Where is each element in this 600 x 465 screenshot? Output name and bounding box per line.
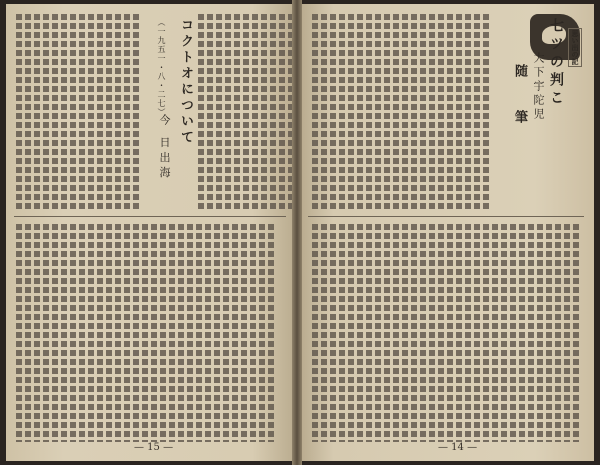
left-top-text-block-left xyxy=(16,14,139,210)
right-top-text-block xyxy=(312,14,489,210)
left-bottom-text-block xyxy=(16,224,274,442)
article-date: （一九五一・八・二七） xyxy=(157,18,166,117)
column-divider-top xyxy=(308,216,584,217)
column-divider-top xyxy=(14,216,286,217)
section-heading: 随 筆 xyxy=(512,64,527,133)
left-top-text-block-right xyxy=(198,14,294,210)
essay-author: 大下宇陀児 xyxy=(532,52,545,122)
article-title: コクトオについて xyxy=(178,18,193,146)
article-author: 今 日出海 xyxy=(158,114,171,182)
essay-title: 七ツの判こ xyxy=(548,18,564,108)
right-page xyxy=(298,4,594,461)
page-number-left: — 15 — xyxy=(134,442,174,453)
book-gutter xyxy=(292,0,302,465)
series-label: 思い出の記 xyxy=(568,28,582,67)
right-bottom-text-block xyxy=(312,224,579,442)
page-number-right: — 14 — xyxy=(438,442,478,453)
left-page xyxy=(6,4,296,461)
